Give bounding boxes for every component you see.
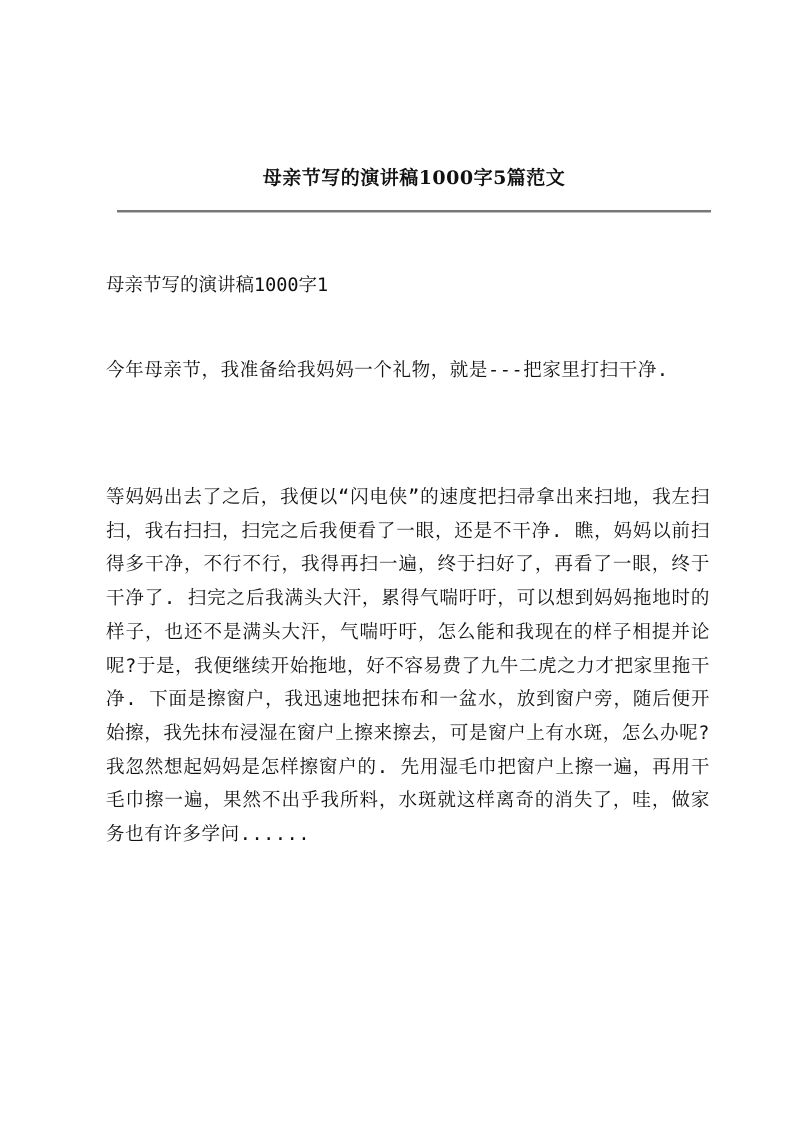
paragraph-body: 等妈妈出去了之后，我便以“闪电侠”的速度把扫帚拿出来扫地，我左扫扫，我右扫扫，扫完之后我便看了一眼，还是不干净. 瞧，妈妈以前扫得多干净，不行不行，我得再扫一遍，终于扫好了，再看了一眼，终于干净了. 扫完之后我满头大汗，累得气喘吁吁，可以想到妈妈拖地时的样子，也还不是满头大汗，气喘吁吁，怎么能和我现在的样子相提并论呢?于是，我便继续开始拖地，好不容易费了九牛二虎之力才把家里拖干净. 下面是擦窗户，我迅速地把抹布和一盆水，放到窗户旁，随后便开始擦，我先抹布浸湿在窗户上擦来擦去，可是窗户上有水斑，怎么办呢?我忽然想起妈妈是怎样擦窗户的. 先用湿毛巾把窗户上擦一遍，再用干毛巾擦一遍，果然不出乎我所料，水斑就这样离奇的消失了，哇，做家务也有许多学问...... (106, 487, 710, 846)
paragraph-intro: 今年母亲节，我准备给我妈妈一个礼物，就是---把家里打扫干净. (106, 360, 669, 381)
title-divider (117, 210, 711, 213)
document-title: 母亲节写的演讲稿1000字5篇范文 (262, 167, 566, 189)
section-heading: 母亲节写的演讲稿1000字1 (106, 275, 329, 296)
